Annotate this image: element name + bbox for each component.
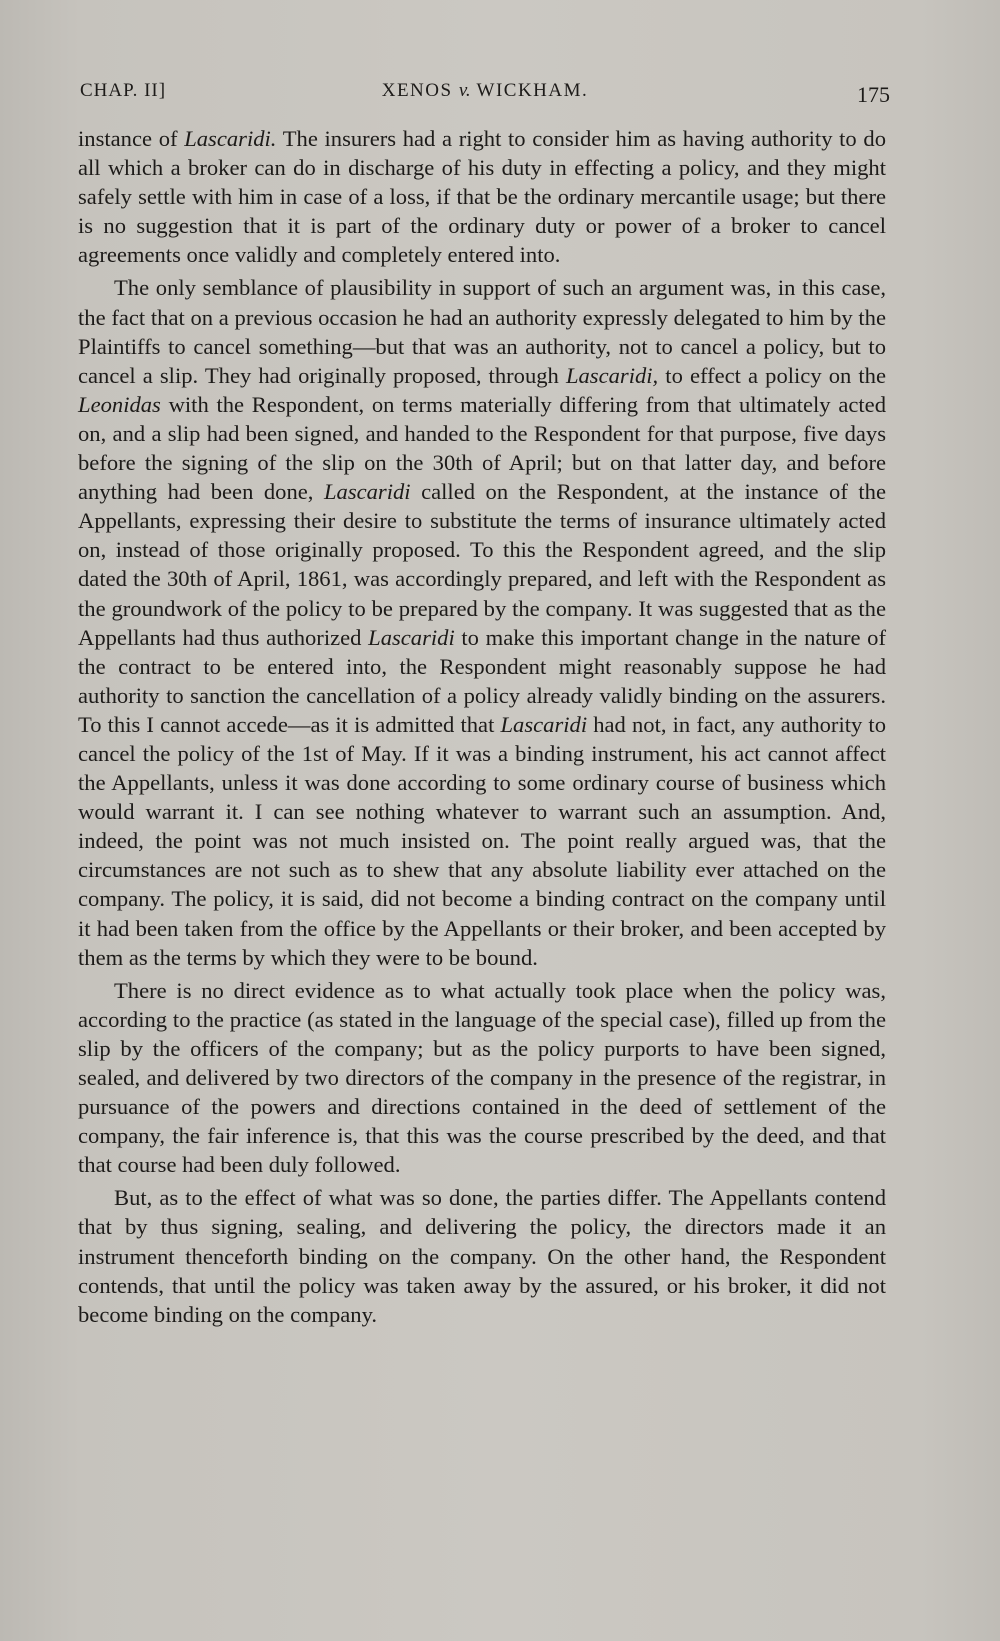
italic-name: Lascaridi. — [184, 126, 277, 151]
page-number: 175 — [857, 82, 890, 107]
body-text — [78, 124, 886, 1329]
text-run: to effect a policy on the — [658, 362, 886, 388]
text-run: There is no direct evidence as to what actually took place when the policy was, according to the practice (as stated in the language of the special case), filled up from the slip by the officers of the company; but as the policy purports to have been signed, sealed, and delivered by two directors of the company in the presence of the registrar, in pursuance of the powers and directions contained in the deed of settlement of the company, the fair inference is, that this was the course prescribed by the deed, and that that course had been duly followed. — [78, 977, 886, 1178]
running-title-right: WICKHAM. — [470, 80, 589, 101]
running-header — [80, 76, 890, 110]
paragraph — [78, 976, 886, 1180]
italic-name: Lascaridi — [500, 711, 588, 737]
text-run: called on the Respondent, at the instance of the Appellants, expressing their desire to substitute the terms of insurance ultimately acted on, instead of those originally proposed. To this the Respondent agreed, and the slip dated the 30th of April, 1861, was accordingly prepared, and left with the Respondent as the groundwork of the policy to be prepared by the company. It was suggested that as the Appellants had thus authorized — [78, 479, 886, 650]
italic-name: Leonidas — [78, 391, 161, 417]
text-run: instance of — [78, 126, 185, 151]
text-run: to make this important change in the nature of the contract to be entered into, the Respondent might reasonably suppose he had authority to sanction the cancellation of a policy already validly binding on the assurers. To this I cannot accede—as it is admitted that — [78, 624, 886, 737]
running-title-versus: v. — [458, 80, 471, 101]
paragraph — [78, 124, 886, 269]
italic-name: Lascaridi — [368, 624, 455, 650]
italic-name: Lascaridi — [323, 479, 411, 505]
running-title — [80, 80, 890, 102]
text-run: The insurers had a right to consider him as having authority to do all which a broker can do in discharge of his duty in effecting a policy, and they might safely settle with him in case of a loss, if that be the ordinary mercantile usage; but there is no suggestion that it is part of the ordinary duty or power of a broker to cancel agreements once validly and completely entered into. — [78, 126, 886, 268]
paragraph — [78, 1183, 886, 1328]
text-run: had not, in fact, any authority to cancel the policy of the 1st of May. If it was a binding instrument, his act cannot affect the Appellants, unless it was done according to some ordinary course of business which would warrant it. I can see nothing whatever to warrant such an assumption. And, indeed, the point was not much insisted on. The point really argued was, that the circumstances are not such as to shew that any absolute liability ever attached on the company. The policy, it is said, did not become a binding contract on the company until it had been taken from the office by the Appellants or their broker, and been accepted by them as the terms by which they were to be bound. — [78, 711, 886, 970]
text-run: with the Respondent, on terms materially differing from that ultimately acted on, and a slip had been signed, and handed to the Respondent for that purpose, five days before the signing of the slip on the 30th of April; but on that latter day, and before anything had been done, — [78, 391, 886, 505]
paragraph — [78, 273, 886, 971]
running-title-left: XENOS — [381, 80, 459, 101]
chapter-label: CHAP. II] — [80, 80, 167, 101]
text-run: But, as to the effect of what was so done, the parties differ. The Appellants contend that by thus signing, sealing, and delivering the policy, the directors made it an instrument thenceforth binding on the company. On the other hand, the Respondent contends, that until the policy was taken away by the assured, or his broker, it did not become binding on the company. — [78, 1185, 886, 1327]
text-run: The only semblance of plausibility in support of such an argument was, in this case, the fact that on a previous occasion he had an authority expressly delegated to him by the Plaintiffs to cancel something—but that was an authority, not to cancel a policy, but to cancel a slip. They had originally proposed, through — [78, 275, 886, 388]
italic-name: Lascaridi, — [565, 362, 659, 388]
